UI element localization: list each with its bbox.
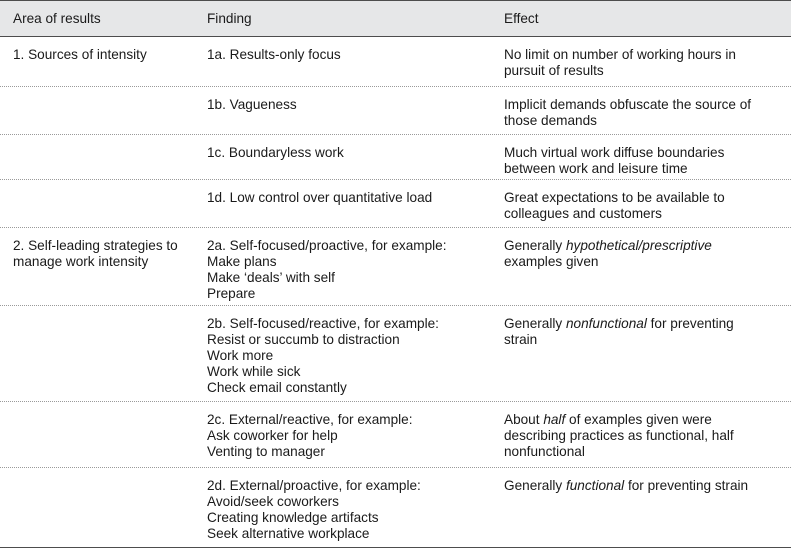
effect-text: nonfunctional: [504, 444, 585, 459]
finding-item: Work more: [207, 348, 274, 363]
area-text: 2. Self-leading strategies to: [13, 238, 178, 253]
table-row: [0, 402, 791, 468]
finding-title: 2d. External/proactive, for example:: [207, 478, 421, 493]
effect-text: No limit on number of working hours in: [504, 47, 736, 62]
table-row: [0, 37, 791, 87]
effect-text: [504, 238, 791, 254]
effect-text: Implicit demands obfuscate the source of: [504, 97, 752, 112]
table-row: [0, 135, 791, 180]
finding-item: Creating knowledge artifacts: [207, 510, 379, 525]
effect-emphasis: functional: [565, 478, 625, 493]
finding-title: 1a. Results-only focus: [207, 47, 341, 62]
finding-item: Make ‘deals’ with self: [207, 270, 335, 285]
effect-text: between work and leisure time: [504, 161, 688, 176]
effect-text: those demands: [504, 113, 597, 128]
effect-cell: [504, 316, 791, 348]
table-row: [0, 180, 791, 228]
effect-emphasis: nonfunctional: [565, 316, 647, 331]
finding-cell: [207, 47, 497, 63]
effect-text: examples given: [504, 254, 599, 269]
table-row: [0, 87, 791, 135]
finding-cell: [207, 145, 497, 161]
finding-item: Make plans: [207, 254, 277, 269]
finding-title: 2c. External/reactive, for example:: [207, 412, 413, 427]
finding-title: 2b. Self-focused/reactive, for example:: [207, 316, 439, 331]
effect-text: [504, 412, 791, 428]
effect-text: Great expectations to be available to: [504, 190, 725, 205]
finding-item: Work while sick: [207, 364, 301, 379]
finding-cell: [207, 412, 497, 460]
finding-cell: [207, 190, 497, 206]
effect-text: [504, 316, 791, 332]
effect-cell: [504, 145, 791, 177]
effect-cell: [504, 478, 791, 494]
finding-title: 2a. Self-focused/proactive, for example:: [207, 238, 447, 253]
finding-cell: [207, 478, 497, 542]
finding-cell: [207, 316, 497, 396]
effect-text-part: Generally: [504, 478, 566, 493]
table-row: [0, 306, 791, 402]
area-text: 1. Sources of intensity: [13, 47, 147, 62]
finding-item: Venting to manager: [207, 444, 325, 459]
effect-text-part: for preventing: [646, 316, 734, 331]
finding-item: Resist or succumb to distraction: [207, 332, 400, 347]
header-effect: Effect: [504, 11, 539, 26]
effect-text: strain: [504, 332, 538, 347]
effect-text-part: of examples given were: [565, 412, 712, 427]
effect-text-part: About: [504, 412, 544, 427]
effect-cell: [504, 238, 791, 270]
effect-text-part: for preventing strain: [624, 478, 749, 493]
area-cell: [13, 47, 212, 63]
effect-cell: [504, 190, 791, 222]
finding-item: Avoid/seek coworkers: [207, 494, 339, 509]
finding-item: Ask coworker for help: [207, 428, 338, 443]
effect-cell: [504, 412, 791, 460]
effect-text-part: Generally: [504, 316, 566, 331]
table-header: [0, 0, 791, 37]
header-finding: Finding: [207, 11, 252, 26]
effect-text: [504, 478, 791, 494]
effect-text: pursuit of results: [504, 63, 604, 78]
effect-text: colleagues and customers: [504, 206, 662, 221]
finding-cell: [207, 97, 497, 113]
table-row: [0, 468, 791, 548]
effect-text: describing practices as functional, half: [504, 428, 734, 443]
area-cell: [13, 238, 212, 270]
finding-title: 1d. Low control over quantitative load: [207, 190, 433, 205]
header-area: Area of results: [13, 11, 101, 26]
finding-title: 1c. Boundaryless work: [207, 145, 344, 160]
effect-cell: [504, 47, 791, 79]
finding-cell: [207, 238, 497, 302]
effect-text: Much virtual work diffuse boundaries: [504, 145, 725, 160]
effect-emphasis: half: [543, 412, 566, 427]
finding-item: Seek alternative workplace: [207, 526, 370, 541]
finding-item: Check email constantly: [207, 380, 347, 395]
effect-cell: [504, 97, 791, 129]
area-text: manage work intensity: [13, 254, 149, 269]
finding-item: Prepare: [207, 286, 256, 301]
effect-emphasis: hypothetical/prescriptive: [565, 238, 712, 253]
finding-title: 1b. Vagueness: [207, 97, 297, 112]
table-row: [0, 228, 791, 306]
effect-text-part: Generally: [504, 238, 566, 253]
